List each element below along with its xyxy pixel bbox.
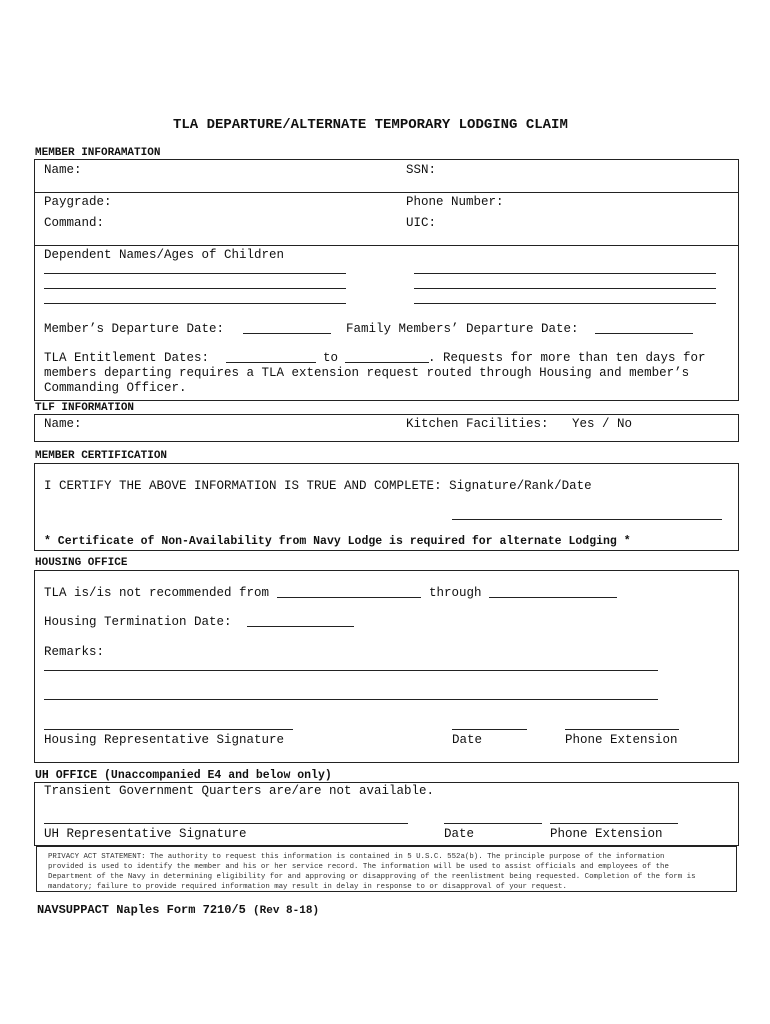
member-info-box-1 bbox=[34, 159, 739, 193]
certify-text: I CERTIFY THE ABOVE INFORMATION IS TRUE AND COMPLETE: Signature/Rank/Date bbox=[44, 479, 592, 493]
ssn-label: SSN: bbox=[406, 163, 437, 177]
uh-phone-line[interactable] bbox=[550, 823, 678, 824]
dependent-line-left-2[interactable] bbox=[44, 288, 346, 289]
requests-text: . Requests for more than ten days for bbox=[428, 351, 706, 365]
command-label: Command: bbox=[44, 216, 105, 230]
kitchen-options[interactable]: Yes / No bbox=[572, 417, 633, 431]
tla-dates-label: TLA Entitlement Dates: bbox=[44, 351, 210, 365]
remarks-label: Remarks: bbox=[44, 645, 105, 659]
housing-signature-line[interactable] bbox=[44, 729, 293, 730]
housing-phone-ext-label: Phone Extension bbox=[565, 733, 678, 747]
termination-date-label: Housing Termination Date: bbox=[44, 615, 232, 629]
remarks-line-2[interactable] bbox=[44, 699, 658, 700]
remarks-line-1[interactable] bbox=[44, 670, 658, 671]
recommended-text: TLA is/is not recommended from bbox=[44, 586, 270, 600]
tla-end-line[interactable] bbox=[345, 362, 429, 363]
form-title: TLA DEPARTURE/ALTERNATE TEMPORARY LODGING CLAIM bbox=[173, 117, 568, 133]
uh-phone-ext-label: Phone Extension bbox=[550, 827, 663, 841]
dependent-line-right-3[interactable] bbox=[414, 303, 716, 304]
uh-rep-signature-label: UH Representative Signature bbox=[44, 827, 247, 841]
paygrade-label: Paygrade: bbox=[44, 195, 112, 209]
phone-number-label: Phone Number: bbox=[406, 195, 504, 209]
dependent-line-left-3[interactable] bbox=[44, 303, 346, 304]
uh-signature-line[interactable] bbox=[44, 823, 408, 824]
through-label: through bbox=[429, 586, 482, 600]
housing-phone-line[interactable] bbox=[565, 729, 679, 730]
form-revision: (Rev 8-18) bbox=[253, 905, 320, 917]
dependents-label: Dependent Names/Ages of Children bbox=[44, 248, 285, 262]
requests-line-2: members departing requires a TLA extension request routed through Housing and member’s bbox=[44, 366, 690, 380]
kitchen-label: Kitchen Facilities: bbox=[406, 417, 549, 431]
tla-start-line[interactable] bbox=[226, 362, 316, 363]
member-departure-line[interactable] bbox=[243, 333, 331, 334]
housing-office-heading: HOUSING OFFICE bbox=[35, 557, 128, 569]
member-name-label: Name: bbox=[44, 163, 82, 177]
recommended-through-line[interactable] bbox=[489, 597, 617, 598]
dependent-line-right-2[interactable] bbox=[414, 288, 716, 289]
tlf-info-box bbox=[34, 414, 739, 442]
form-number bbox=[37, 903, 319, 917]
cert-signature-line[interactable] bbox=[452, 519, 722, 520]
housing-rep-signature-label: Housing Representative Signature bbox=[44, 733, 285, 747]
tla-to-label: to bbox=[323, 351, 339, 365]
dependent-line-right-1[interactable] bbox=[414, 273, 716, 274]
uh-date-label: Date bbox=[444, 827, 475, 841]
housing-date-label: Date bbox=[452, 733, 483, 747]
member-departure-label: Member’s Departure Date: bbox=[44, 322, 225, 336]
tlf-info-heading: TLF INFORMATION bbox=[35, 402, 135, 414]
dependent-line-left-1[interactable] bbox=[44, 273, 346, 274]
termination-date-line[interactable] bbox=[247, 626, 354, 627]
member-info-heading: MEMBER INFORAMATION bbox=[35, 147, 161, 159]
recommended-from-line[interactable] bbox=[277, 597, 421, 598]
form-name: NAVSUPPACT Naples Form 7210/5 bbox=[37, 903, 246, 917]
member-cert-heading: MEMBER CERTIFICATION bbox=[35, 450, 168, 462]
member-info-box-2 bbox=[34, 192, 739, 246]
privacy-act-statement: PRIVACY ACT STATEMENT: The authority to request this information is contained in 5 U.S.C. 552a(b). The principle purpose of the information provided is used to identify the member and his or her service record. The information will be used to assist officials and employees of the Department of the Navy in determining eligibility for and approving or disapproving of the reenlistment being requested. Completion of the form is mandatory; failure to provide required information may result in delay in response to or disapproval of your request. bbox=[48, 853, 696, 891]
uh-office-heading: UH OFFICE (Unaccompanied E4 and below only) bbox=[35, 769, 332, 782]
uh-date-line[interactable] bbox=[444, 823, 542, 824]
tlf-name-label: Name: bbox=[44, 417, 82, 431]
quarters-text: Transient Government Quarters are/are not available. bbox=[44, 784, 435, 798]
family-departure-label: Family Members’ Departure Date: bbox=[346, 322, 579, 336]
family-departure-line[interactable] bbox=[595, 333, 693, 334]
requests-line-3: Commanding Officer. bbox=[44, 381, 187, 395]
uic-label: UIC: bbox=[406, 216, 437, 230]
navy-lodge-notice: * Certificate of Non-Availability from Navy Lodge is required for alternate Lodging * bbox=[44, 535, 631, 548]
housing-date-line[interactable] bbox=[452, 729, 527, 730]
